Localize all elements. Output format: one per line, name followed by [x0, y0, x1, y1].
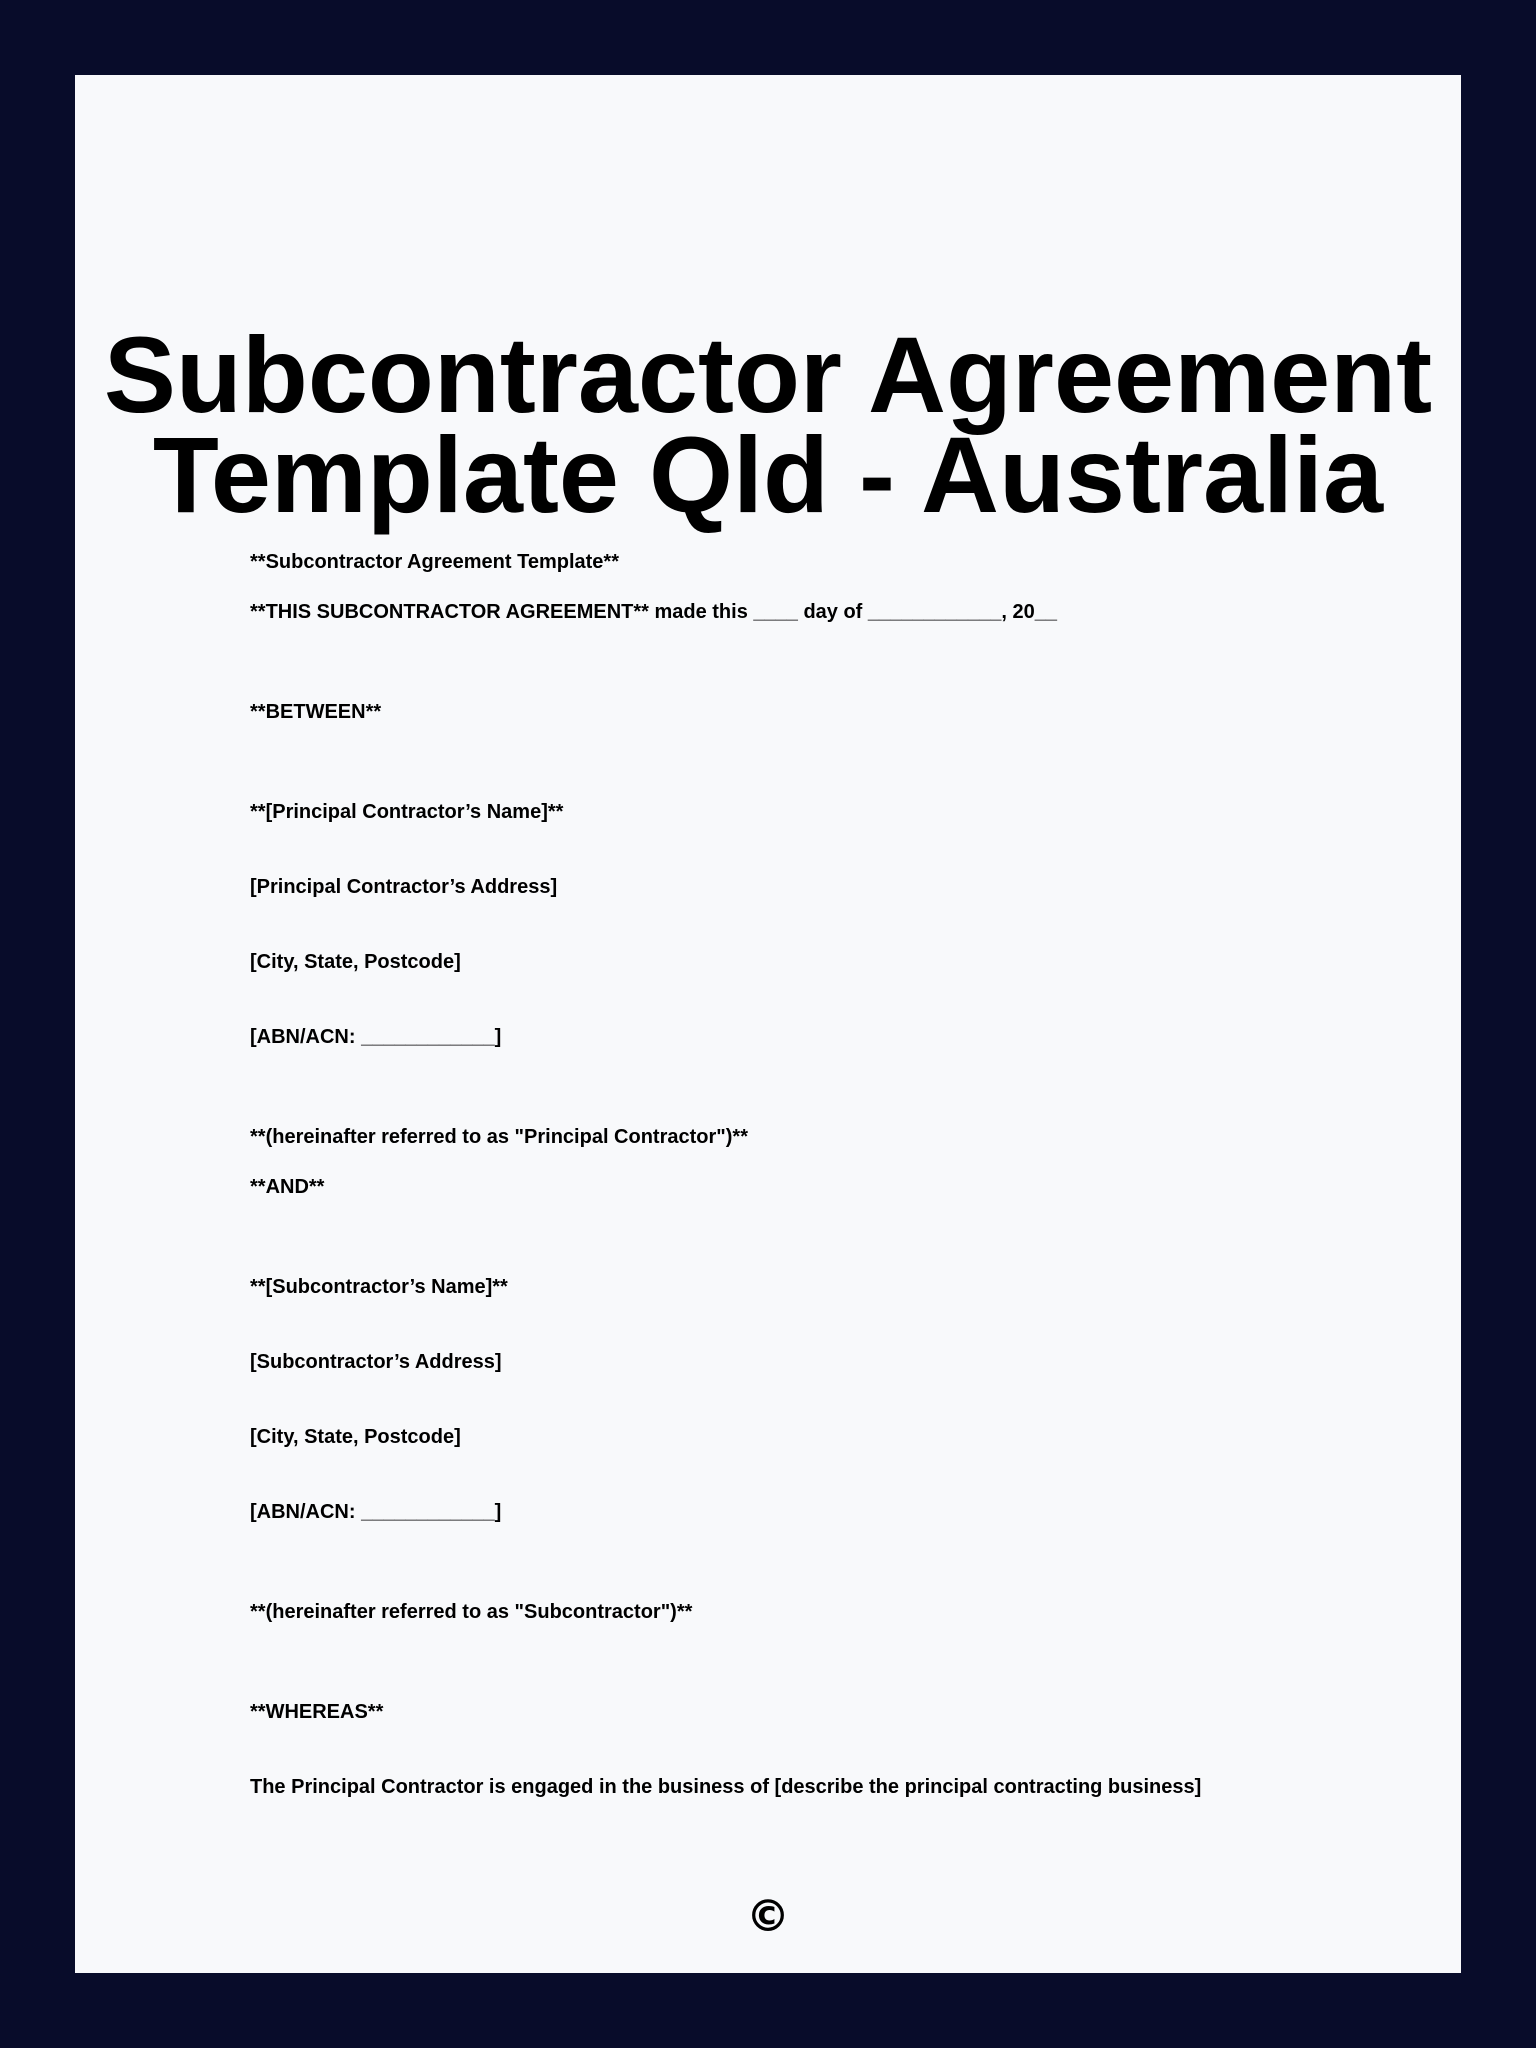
principal-abn: [ABN/ACN: ____________]	[250, 1026, 502, 1048]
principal-referred: **(hereinafter referred to as "Principal Contractor")**	[250, 1126, 748, 1148]
subcontractor-abn: [ABN/ACN: ____________]	[250, 1501, 502, 1523]
whereas-heading: **WHEREAS**	[250, 1701, 384, 1723]
copyright-icon: ©	[746, 1891, 790, 1942]
and-heading: **AND**	[250, 1176, 325, 1198]
between-heading: **BETWEEN**	[250, 701, 382, 723]
principal-city: [City, State, Postcode]	[250, 951, 461, 973]
subcontractor-referred: **(hereinafter referred to as "Subcontractor")**	[250, 1601, 693, 1623]
whereas-clause: The Principal Contractor is engaged in the business of [describe the principal contracting business]	[250, 1776, 1202, 1798]
principal-name: **[Principal Contractor’s Name]**	[250, 801, 564, 823]
subcontractor-city: [City, State, Postcode]	[250, 1426, 461, 1448]
heading-template: **Subcontractor Agreement Template**	[250, 551, 619, 573]
document-page	[75, 75, 1461, 1973]
title-line-1: Subcontractor Agreement	[103, 314, 1433, 435]
title-line-2: Template Qld - Australia	[152, 414, 1384, 535]
subcontractor-address: [Subcontractor’s Address]	[250, 1351, 502, 1373]
agreement-date-line: **THIS SUBCONTRACTOR AGREEMENT** made this ____ day of ____________, 20__	[250, 601, 1057, 623]
document-title	[75, 314, 1461, 535]
subcontractor-name: **[Subcontractor’s Name]**	[250, 1276, 508, 1298]
principal-address: [Principal Contractor’s Address]	[250, 876, 558, 898]
